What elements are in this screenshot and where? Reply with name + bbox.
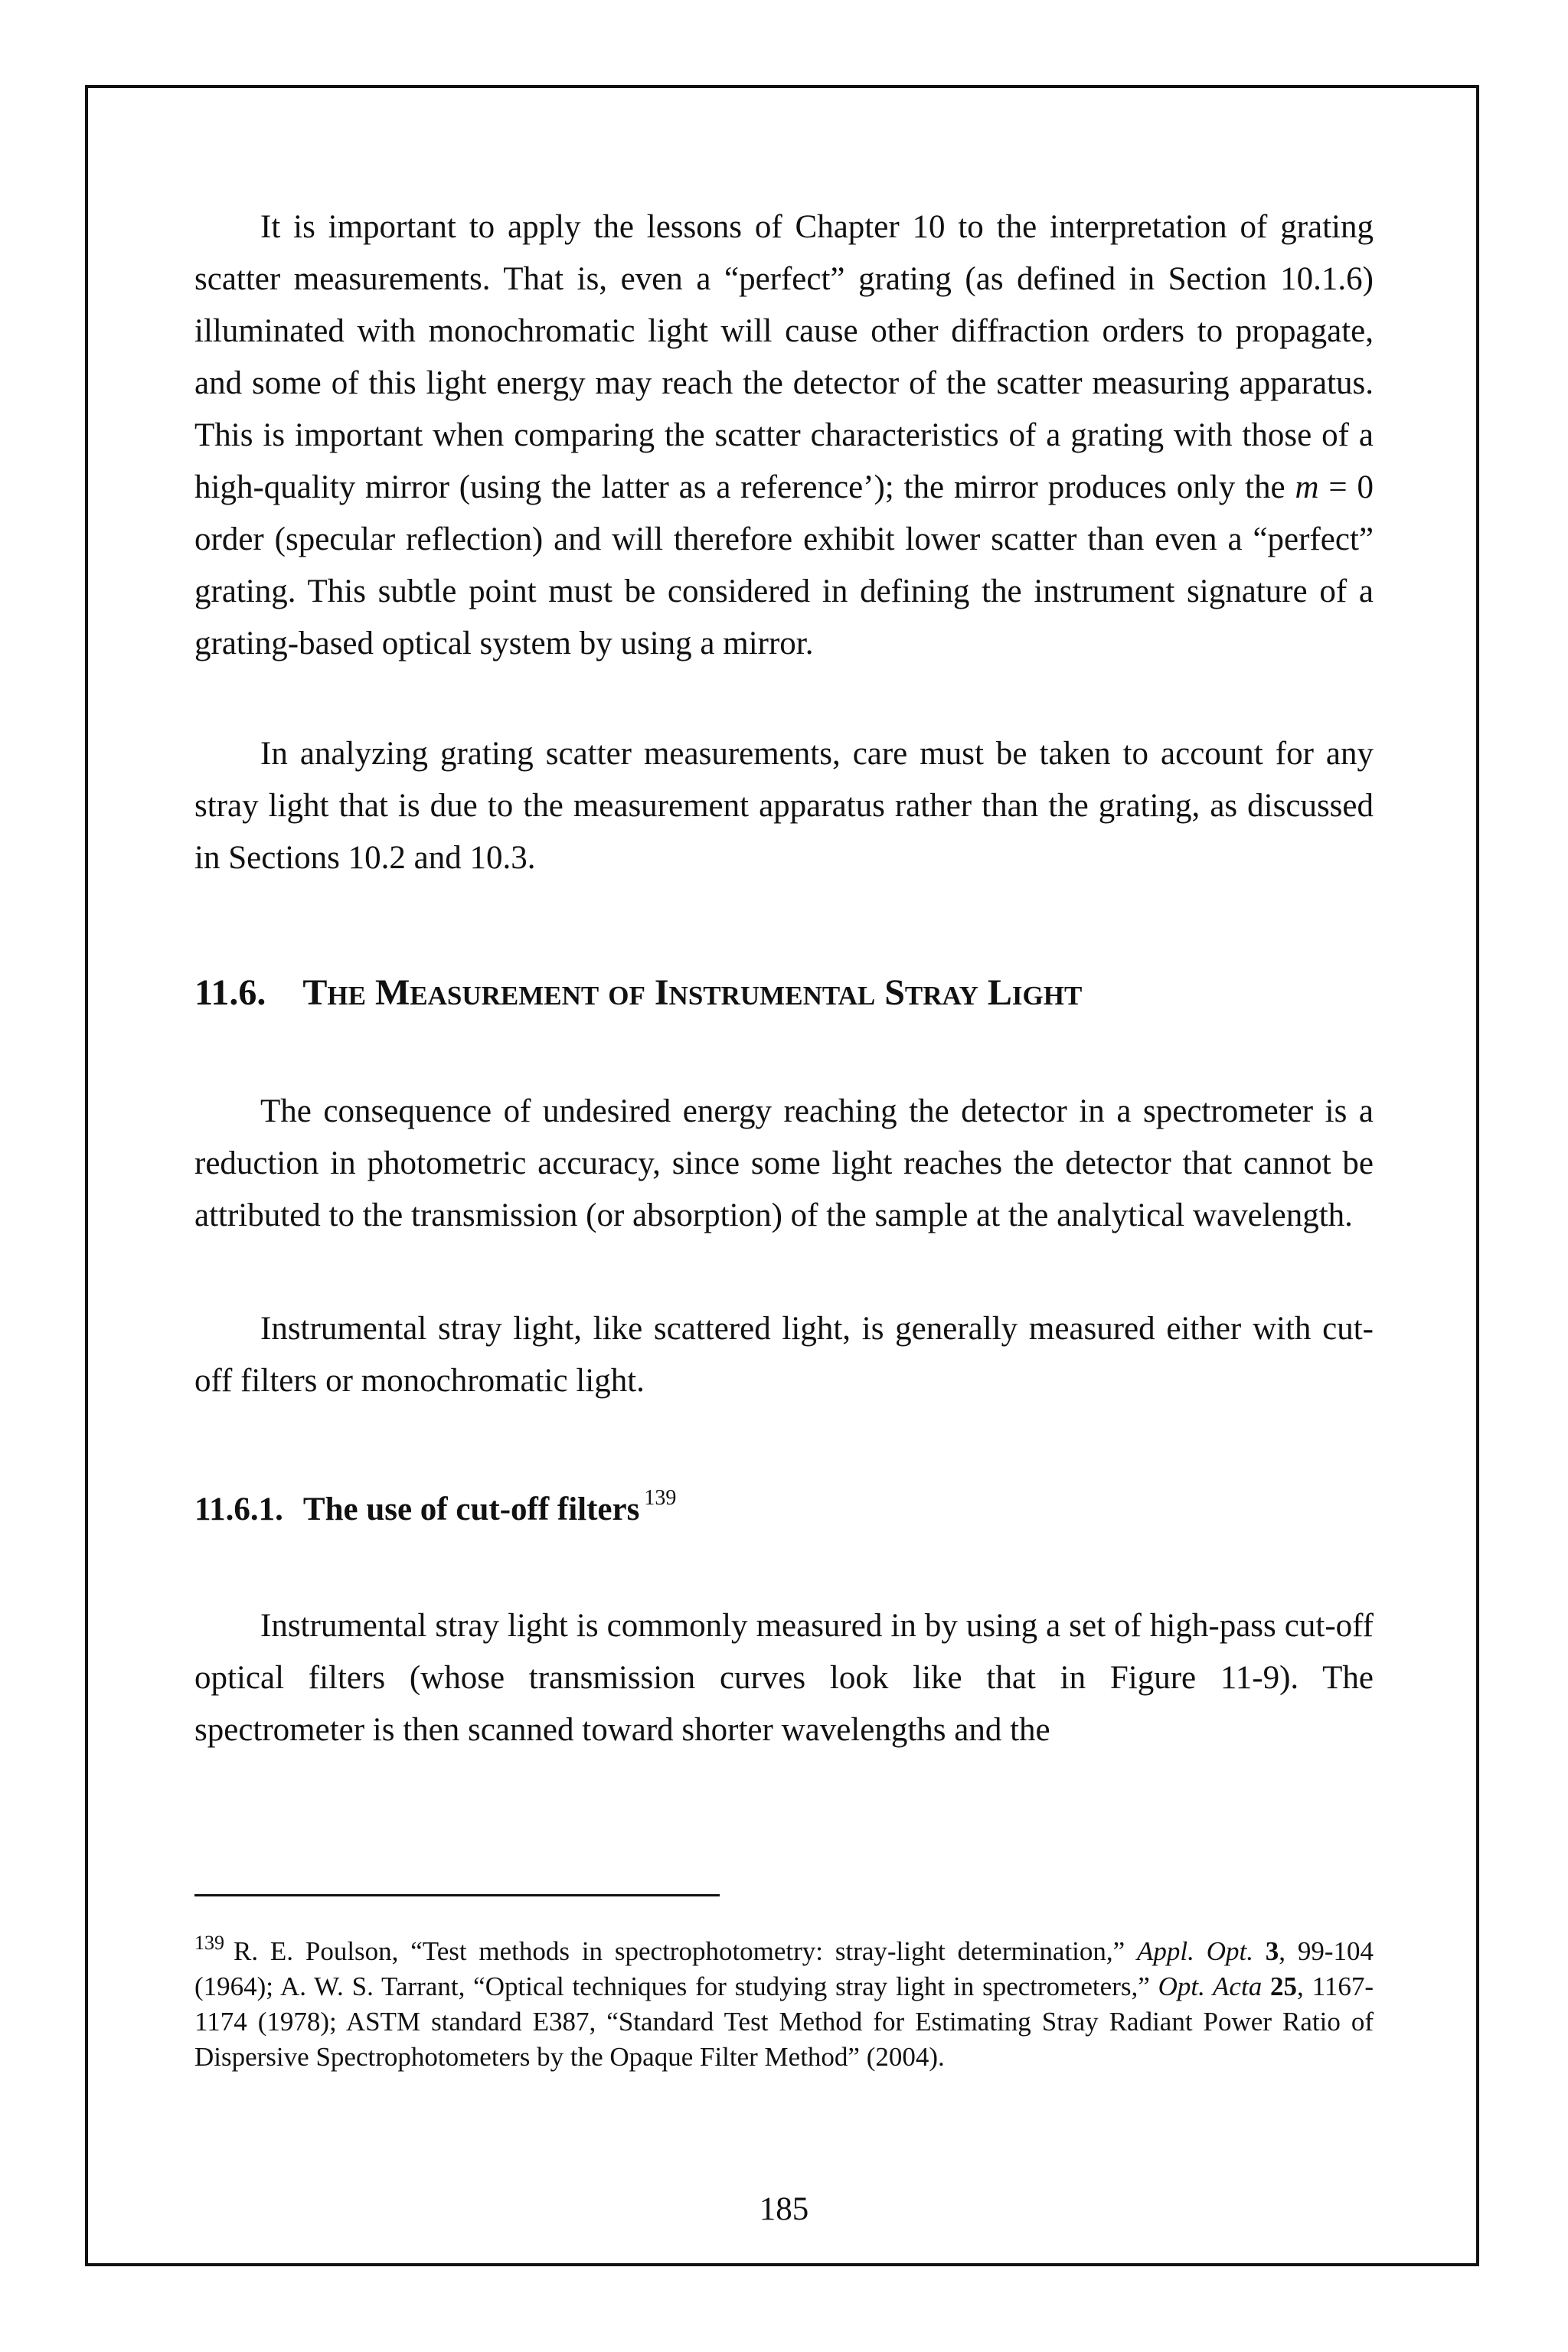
footnote-separator — [194, 1894, 720, 1896]
paragraph-grating-scatter — [194, 201, 1374, 670]
volume-number: 25 — [1270, 1971, 1298, 2001]
journal-name: Appl. Opt. — [1137, 1936, 1253, 1966]
footnote-139 — [194, 1934, 1374, 2075]
footnote-marker: 139 — [194, 1932, 224, 1954]
section-heading — [194, 966, 1082, 1023]
footnote-text: R. E. Poulson, “Test methods in spectrophotometry: stray-light determination,” — [234, 1936, 1138, 1966]
paragraph-consequence: The consequence of undesired energy reaching the detector in a spectrometer is a reduction in photometric accuracy, since some light reaches the detector that cannot be attributed to the transmission (or absorption) of the sample at the analytical wavelength. — [194, 1093, 1374, 1233]
volume-number: 3 — [1265, 1936, 1279, 1966]
paragraph-instrumental-stray-light: Instrumental stray light, like scattered light, is generally measured either with cut-off filters or monochromatic light. — [194, 1311, 1374, 1399]
footnote-reference: 139 — [644, 1486, 677, 1510]
footnote-text: , 1167-1174 (1978); ASTM standard E387, “Standard Test Method for Estimating Stray Radiant Power Ratio of Dispersive Spectrophotometers by the Opaque Filter Method” (2004). — [194, 1971, 1374, 2072]
section-number: 11.6. — [194, 972, 266, 1013]
footnote-text: , 99-104 (1964); A. W. S. Tarrant, “Optical techniques for studying stray light in spectrometers,” — [194, 1936, 1374, 2001]
subsection-title: The use of cut-off filters — [302, 1491, 640, 1527]
paragraph-text: It is important to apply the lessons of Chapter 10 to the interpretation of grating scatter measurements. That is, even a “perfect” grating (as defined in Section 10.1.6) illuminated with monochromatic light will cause other diffraction orders to propagate, and some of this light energy may reach the detector of the scatter measuring apparatus. This is important when comparing the scatter characteristics of a grating with those of a high-quality mirror (using the latter as a reference’); the mirror produces only the — [194, 209, 1374, 505]
paragraph-stray-light-apparatus: In analyzing grating scatter measurements, care must be taken to account for any stray light that is due to the measurement apparatus rather than the grating, as discussed in Sections 10.2 and 10.3. — [194, 736, 1374, 876]
order-variable: m — [1295, 469, 1319, 505]
subsection-number: 11.6.1. — [194, 1491, 283, 1527]
journal-name: Opt. Acta — [1158, 1971, 1263, 2001]
paragraph-text: Instrumental stray light is commonly measured in by using a set of high-pass cut-off optical filters (whose transmission curves look like that in Figure 11-9). The spectrometer is then scanned toward shorter wavelengths and the — [194, 1608, 1374, 1748]
subsection-heading — [194, 1487, 676, 1533]
page-number: 185 — [759, 2191, 809, 2227]
paragraph-text: = 0 order (specular reflection) and will therefore exhibit lower scatter than even a “perfect” grating. This subtle point must be considered in defining the instrument signature of a grating-based optical system by using a mirror. — [194, 469, 1374, 662]
paragraph-cut-off-filters — [194, 1600, 1374, 1756]
section-title: THE MEASUREMENT OF INSTRUMENTAL STRAY LIGHT — [302, 972, 1083, 1013]
